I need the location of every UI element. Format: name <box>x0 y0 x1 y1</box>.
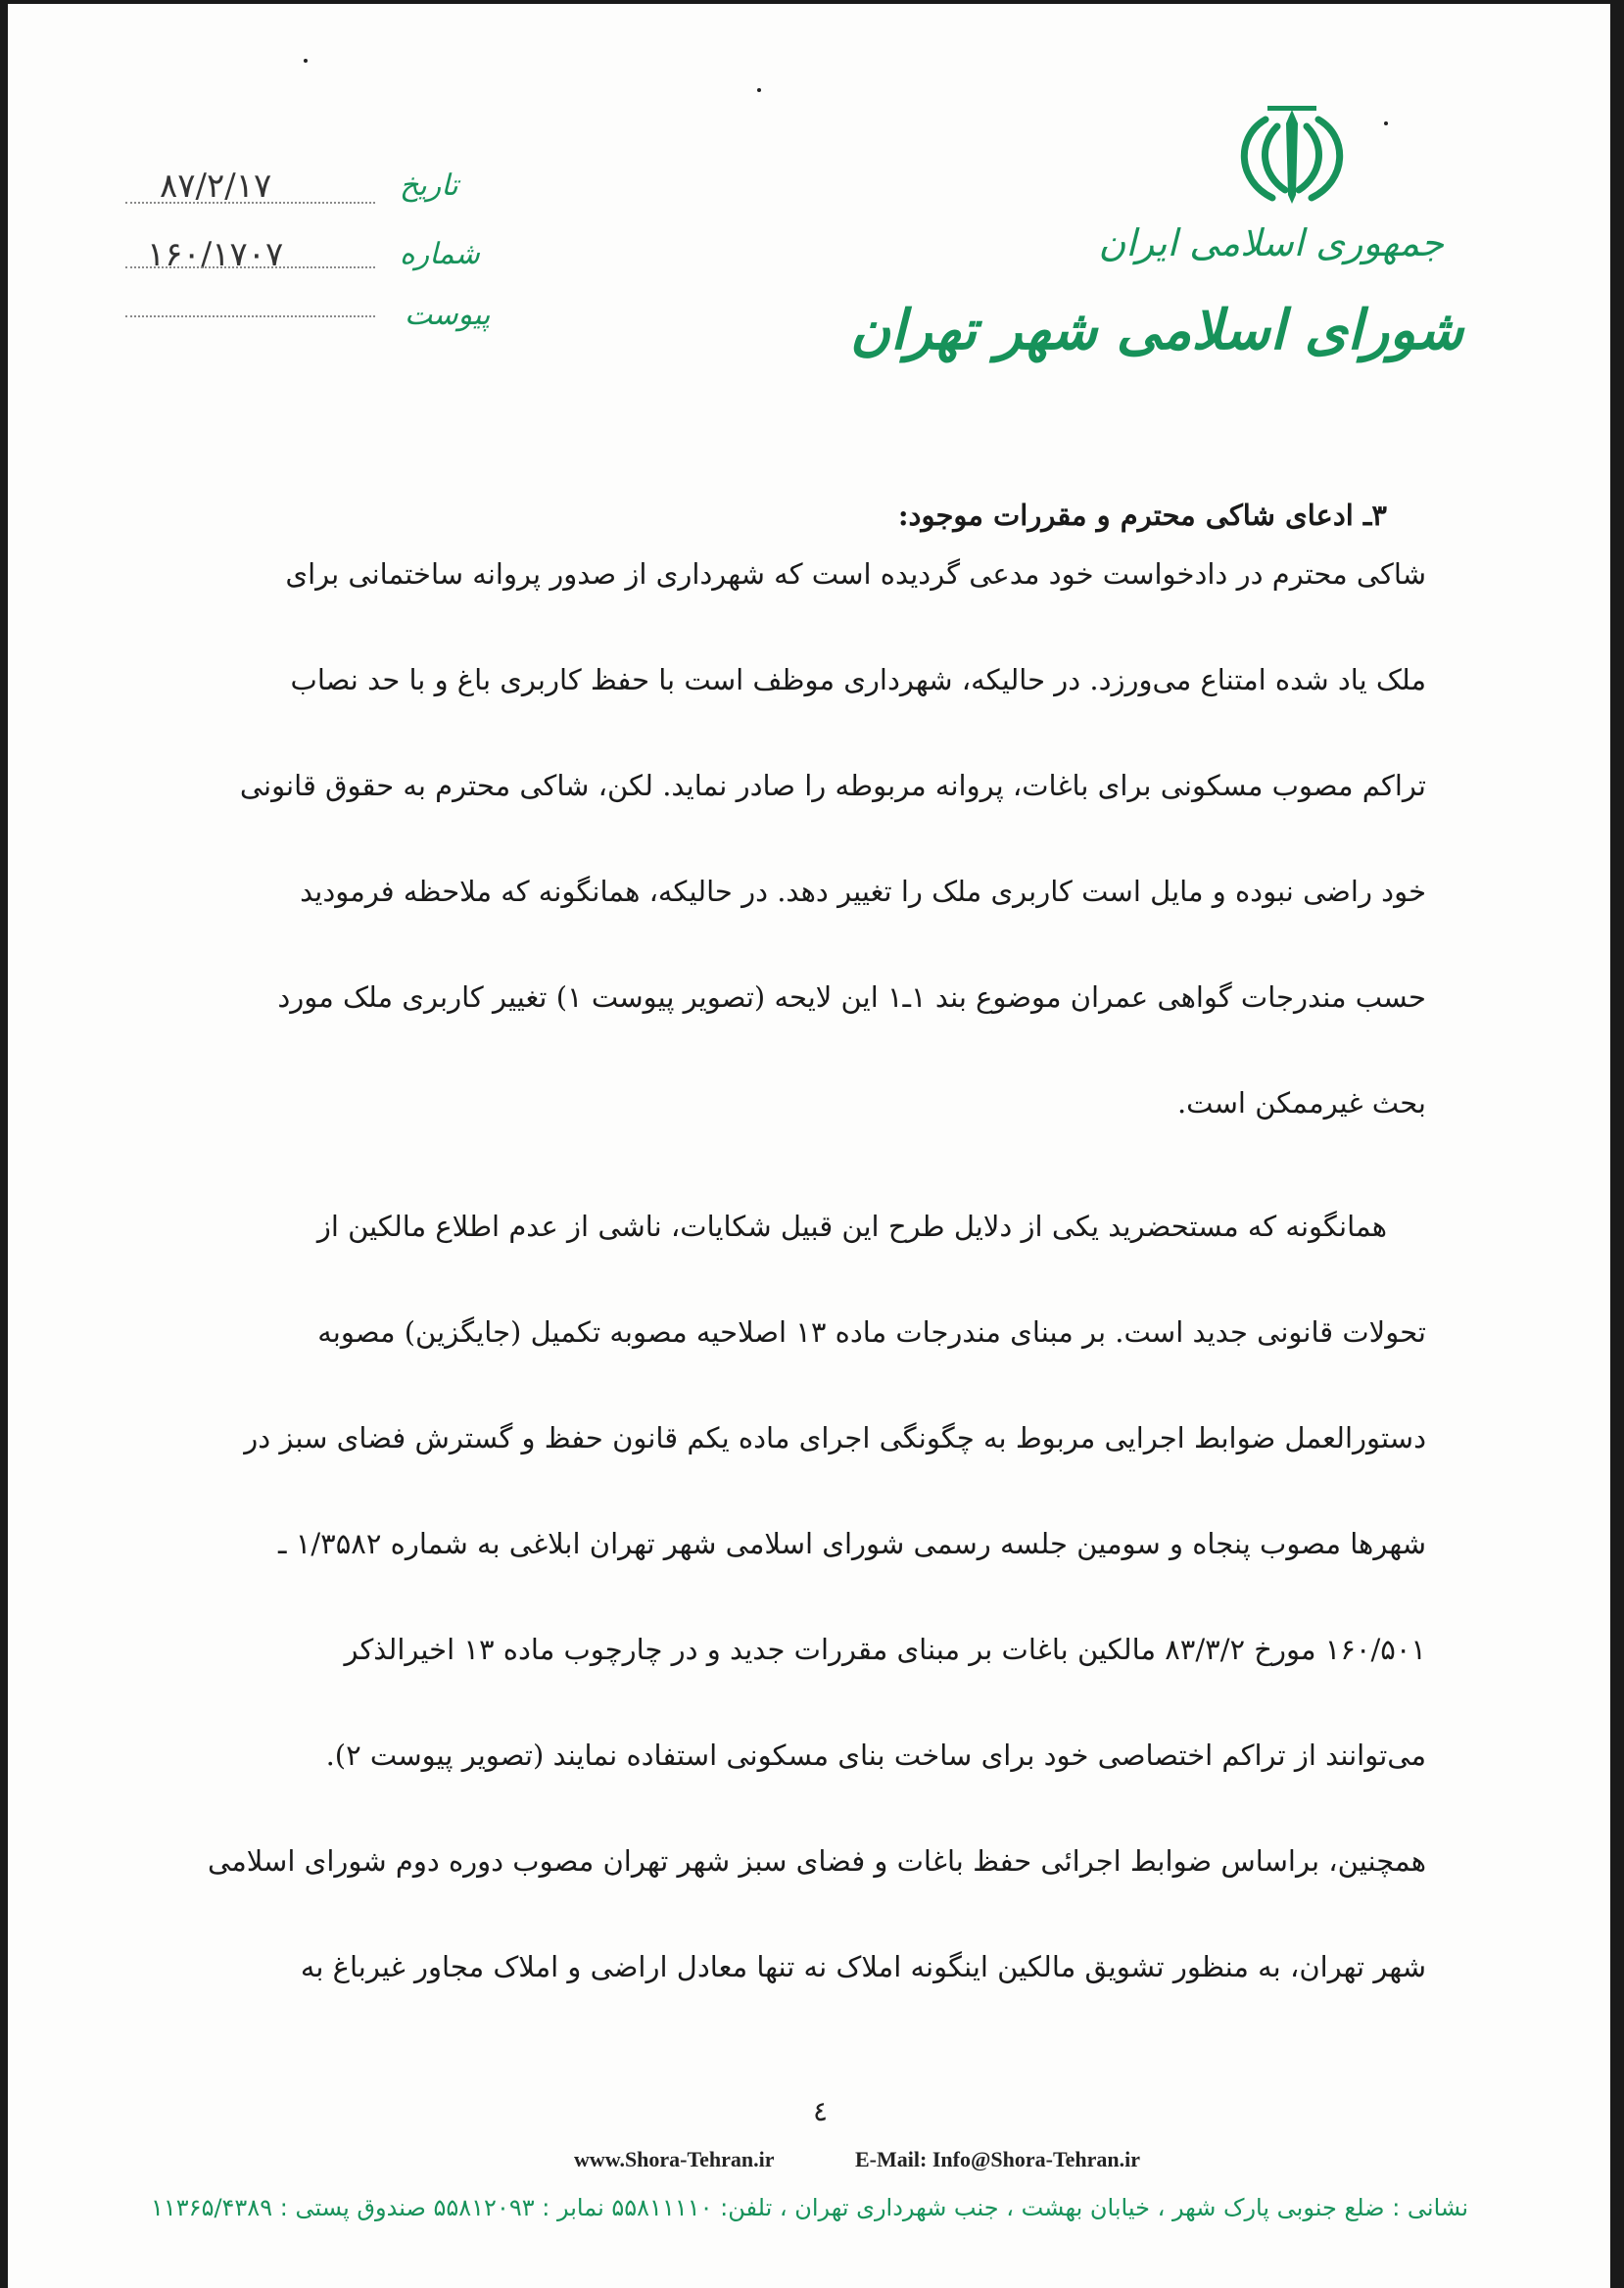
scan-speck <box>1384 121 1388 125</box>
council-name: شورای اسلامی شهر تهران <box>850 298 1463 362</box>
footer-address: نشانی : ضلع جنوبی پارک شهر ، خیابان بهشت ، جنب شهرداری تهران ، تلفن: ۵۵۸۱۱۱۱۰ نمابر : ۵۵۸۱۲۰۹۳ صندوق پستی : ۱۱۳۶۵/۴۳۸۹ <box>151 2194 1468 2221</box>
date-label: تاریخ <box>400 168 458 203</box>
paragraph-1 <box>204 549 1426 1184</box>
body-line: شهر تهران، به منظور تشویق مالکین اینگونه املاک نه تنها معادل اراضی و املاک مجاور غیرباغ به <box>300 1950 1426 1983</box>
iran-emblem-icon <box>1228 102 1356 210</box>
body-line: بحث غیرممکن است. <box>1176 1086 1426 1120</box>
page-number: ٤ <box>813 2095 829 2127</box>
attachment-line <box>125 315 375 317</box>
body-line: خود راضی نبوده و مایل است کاربری ملک را تغییر دهد. در حالیکه، همانگونه که ملاحظه فرمودید <box>300 875 1426 908</box>
body-line: ۱۶۰/۵۰۱ مورخ ۸۳/۳/۲ مالکین باغات بر مبنای مقررات جدید و در چارچوب ماده ۱۳ اخیرالذکر <box>344 1633 1426 1666</box>
body-line: همانگونه که مستحضرید یکی از دلایل طرح این قبیل شکایات، ناشی از عدم اطلاع مالکین از <box>316 1210 1387 1243</box>
date-line <box>125 202 375 204</box>
number-label: شماره <box>400 237 480 271</box>
scan-speck <box>304 59 308 63</box>
number-value: ۱۶۰/۱۷۰۷ <box>147 235 284 274</box>
body-line: دستورالعمل ضوابط اجرایی مربوط به چگونگی اجرای ماده یکم قانون حفظ و گسترش فضای سبز در <box>244 1421 1426 1454</box>
paragraph-2 <box>204 1202 1426 2048</box>
body-line: همچنین، براساس ضوابط اجرائی حفظ باغات و فضای سبز شهر تهران مصوب دوره دوم شورای اسلامی <box>208 1844 1426 1878</box>
republic-name: جمهوری اسلامی ایران <box>1098 221 1444 264</box>
number-line <box>125 266 375 268</box>
date-value: ۸۷/۲/۱۷ <box>160 167 272 206</box>
body-line: ملک یاد شده امتناع می‌ورزد. در حالیکه، شهرداری موظف است با حفظ کاربری باغ و با حد نصاب <box>290 663 1426 696</box>
body-line: حسب مندرجات گواهی عمران موضوع بند ۱ـ۱ این لایحه (تصویر پیوست ۱) تغییر کاربری ملک مورد <box>277 980 1426 1014</box>
footer-email: E-Mail: Info@Shora-Tehran.ir <box>855 2147 1140 2171</box>
body-line: می‌توانند از تراکم اختصاصی خود برای ساخت بنای مسکونی استفاده نمایند (تصویر پیوست ۲). <box>325 1739 1426 1772</box>
footer-website: www.Shora-Tehran.ir <box>574 2147 775 2171</box>
body-line: تراکم مصوب مسکونی برای باغات، پروانه مربوطه را صادر نماید. لکن، شاکی محترم به حقوق قانونی <box>239 769 1426 802</box>
letter-body <box>204 499 1426 2048</box>
scan-speck <box>757 88 761 92</box>
body-line: شهرها مصوب پنجاه و سومین جلسه رسمی شورای اسلامی شهر تهران ابلاغی به شماره ۱/۳۵۸۲ ـ <box>278 1527 1426 1560</box>
body-line: تحولات قانونی جدید است. بر مبنای مندرجات ماده ۱۳ اصلاحیه مصوبه تکمیل (جایگزین) مصوبه <box>317 1315 1426 1349</box>
section-heading: ۳ـ ادعای شاکی محترم و مقررات موجود: <box>897 499 1387 532</box>
attachment-label: پیوست <box>405 298 491 332</box>
body-line: شاکی محترم در دادخواست خود مدعی گردیده است که شهرداری از صدور پروانه ساختمانی برای <box>285 557 1426 591</box>
